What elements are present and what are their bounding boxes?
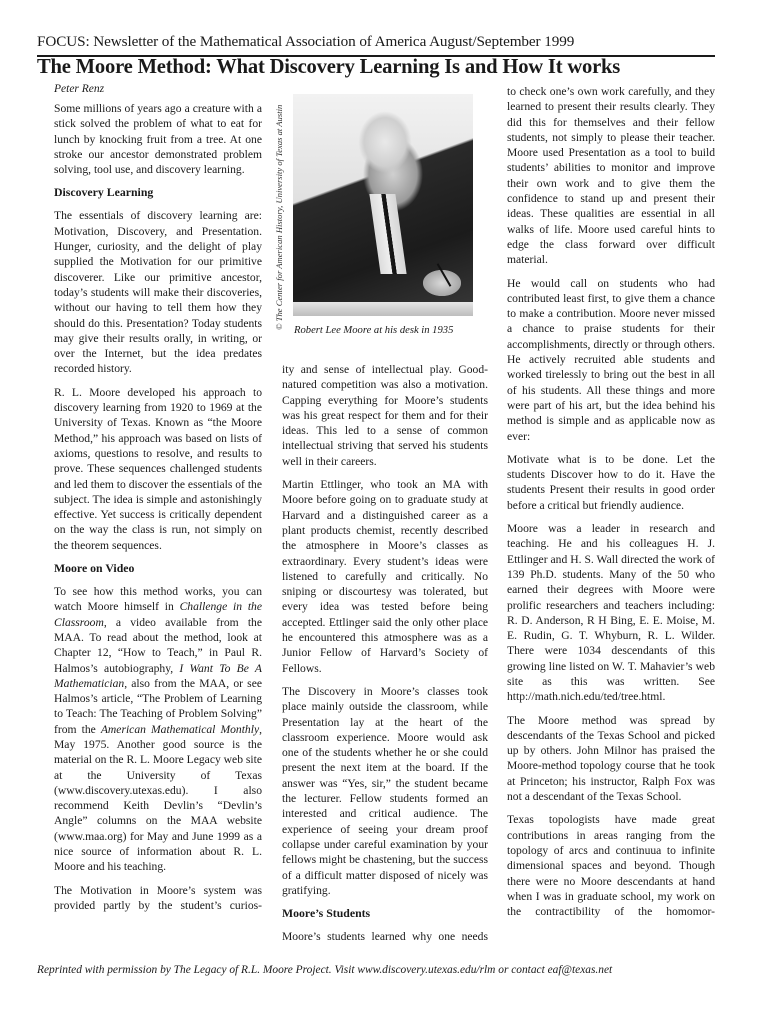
portrait-photo [293, 94, 473, 316]
paragraph: Some millions of years ago a creature with a stick solved the problem of what to eat for lunch by knocking fruit from a tree. At one stroke our ancestor demonstrated problem solving, tool use, and discovery learning. [54, 102, 262, 177]
paragraph: To see how this method works, you can watch Moore himself in Challenge in the Classroom, a video available from the MAA. To read about the method, look at Chapter 12, “How to Teach,” in Paul R. Halmos’s autobiography, I Want To Be A Mathematician, also from the MAA, or see Halmos’s article, “The Problem of Learning to Teach: The Teaching of Problem Solving” from the American Mathematical Monthly, May 1975. Another good source is the material on the R. L. Moore Legacy web site at the University of Texas (www.discovery.utexas.edu). I also recommend Keith Devlin’s “Devlin’s Angle” columns on the MAA website (www.maa.org) for May and June 1999 as a nice source of information about R. L. Moore and his teaching. [54, 585, 262, 874]
article-title: The Moore Method: What Discovery Learning Is and How It works [37, 56, 621, 78]
shirt-and-tie-shape [369, 194, 406, 274]
paragraph: The Moore method was spread by descendants of the Texas School and picked up by others. John Milnor has praised the Moore-method topology course that he took at Princeton; his instructor, Ralph Fox was not a descendant of the Texas School. [507, 713, 715, 804]
paragraph: The essentials of discovery learning are: Motivation, Discovery, and Presentation. Hunger, curiosity, and the delight of play supplied the Motivation for our primitive discoverer. Like our primitive ancestor, today’s students will make their discoveries, without our having to tell them how they should do this. Presentation? Today students may give their results orally, in writing, or over the Internet, but the idea predates recorded history. [54, 209, 262, 376]
section-heading-moore-on-video: Moore on Video [54, 561, 135, 576]
article-column-1 [54, 101, 262, 921]
photo-figure [293, 94, 473, 322]
desk-shape [293, 302, 473, 316]
paragraph: Texas topologists have made great contributions in areas ranging from the topology of arcs and continuua to infinite dimensional spaces and beyond. Though there were no Moore descendants at hand when I was in graduate school, my work on the contractibility of the homomor- [507, 813, 715, 919]
paragraph: He would call on students who had contributed least first, to give them a chance to make a contribution. Moore never missed a chance to praise students for their accomplishments, directly or through others. He actively recruited able students and worked tirelessly to bring out the best in all of his students. All these things and more were part of his art, but the idea behind his method is simple and as applicable now as ever: [507, 276, 715, 443]
book-title: I Want To Be A Mathematician [54, 661, 262, 690]
photo-credit: © The Center for American History, University of Texas at Austin [274, 104, 284, 330]
paragraph: Martin Ettlinger, who took an MA with Moore before going on to graduate study at Harvard and a distinguished career as a plant products chemist, recently described the atmosphere in Moore’s classes as extraordinary. Every student’s ideas were listened to carefully and critically. No sniping or discourtesy was tolerated, but every idea was tested before being accepted. Ettlinger said the only other place he encountered this atmosphere was as a Junior Fellow of Harvard’s Society of Fellows. [282, 478, 488, 675]
paragraph: ity and sense of intellectual play. Good-natured competition was also a motivation. Capping everything for Moore’s students was his great respect for them and for their ideas. This led to a sense of common intellectual striving that served his students well in their careers. [282, 363, 488, 468]
paragraph: Motivate what is to be done. Let the students Discover how to do it. Have the students Present their results in good order before a critical but friendly audience. [507, 452, 715, 512]
section-heading-discovery-learning: Discovery Learning [54, 185, 154, 200]
paragraph: The Discovery in Moore’s classes took place mainly outside the classroom, while Presentation lay at the heart of the classroom experience. Moore would ask one of the students whether he or she could present the next item at the board. If the answer was “Yes, sir,” the student became the lecturer. Fellow students formed an interested and critical audience. The experience of seeing your dream proof collapse under careful examination by your fellows might be chastening, but the success of a difficult matter disposed of nicely was gratifying. [282, 684, 488, 897]
article-byline: Peter Renz [54, 83, 105, 95]
newsletter-masthead: FOCUS: Newsletter of the Mathematical Association of America August/September 1999 [37, 33, 575, 50]
paragraph: Moore was a leader in research and teaching. He and his colleagues H. J. Ettlinger and H. S. Wall directed the work of 139 Ph.D. students. Many of the 50 who earned their degrees with Moore were prolific researchers and teachers including: R. D. Anderson, R H Bing, E. E. Moise, M. E. Rudin, G. T. Whyburn, R. L. Wilder. There were 1034 descendants of this growing line listed on W. T. Mahavier’s web site as this was written. See http://math.nich.edu/ted/tree.html. [507, 522, 715, 704]
journal-title: American Mathematical Monthly [100, 722, 260, 736]
paragraph: Moore’s students learned why one needs [282, 930, 488, 944]
paragraph: to check one’s own work carefully, and they learned to present their results clearly. They did this for themselves and their fellow students, not simply to please their teacher. Moore used Presentation as a tool to build students’ abilities to monitor and improve their own work and to give them the confidence to stand up and present their ideas. These qualities are essential in all walks of life. Moore used careful hints to edge the class forward over difficult material. [507, 85, 715, 267]
paragraph: R. L. Moore developed his approach to discovery learning from 1920 to 1969 at the University of Texas. Known as “the Moore Method,” his approach was based on lists of axioms, questions to resolve, and results to prove. These sequences challenged students and led them to discover the essentials of the subject. The idea is simple and astonishingly effective. Yet success is critically dependent on the way the class is run, not simply on the theorem sequences. [54, 385, 262, 552]
section-heading-moores-students: Moore’s Students [282, 906, 371, 921]
paragraph: The Motivation in Moore’s system was provided partly by the student’s curios- [54, 883, 262, 912]
reprint-footer: Reprinted with permission by The Legacy of R.L. Moore Project. Visit www.discovery.utexas.edu/rlm or contact eaf@texas.net [37, 964, 613, 976]
photo-caption: Robert Lee Moore at his desk in 1935 [294, 325, 454, 336]
article-column-2 [282, 362, 488, 952]
video-title: Challenge in the Classroom [54, 600, 262, 629]
article-column-3 [507, 84, 715, 927]
